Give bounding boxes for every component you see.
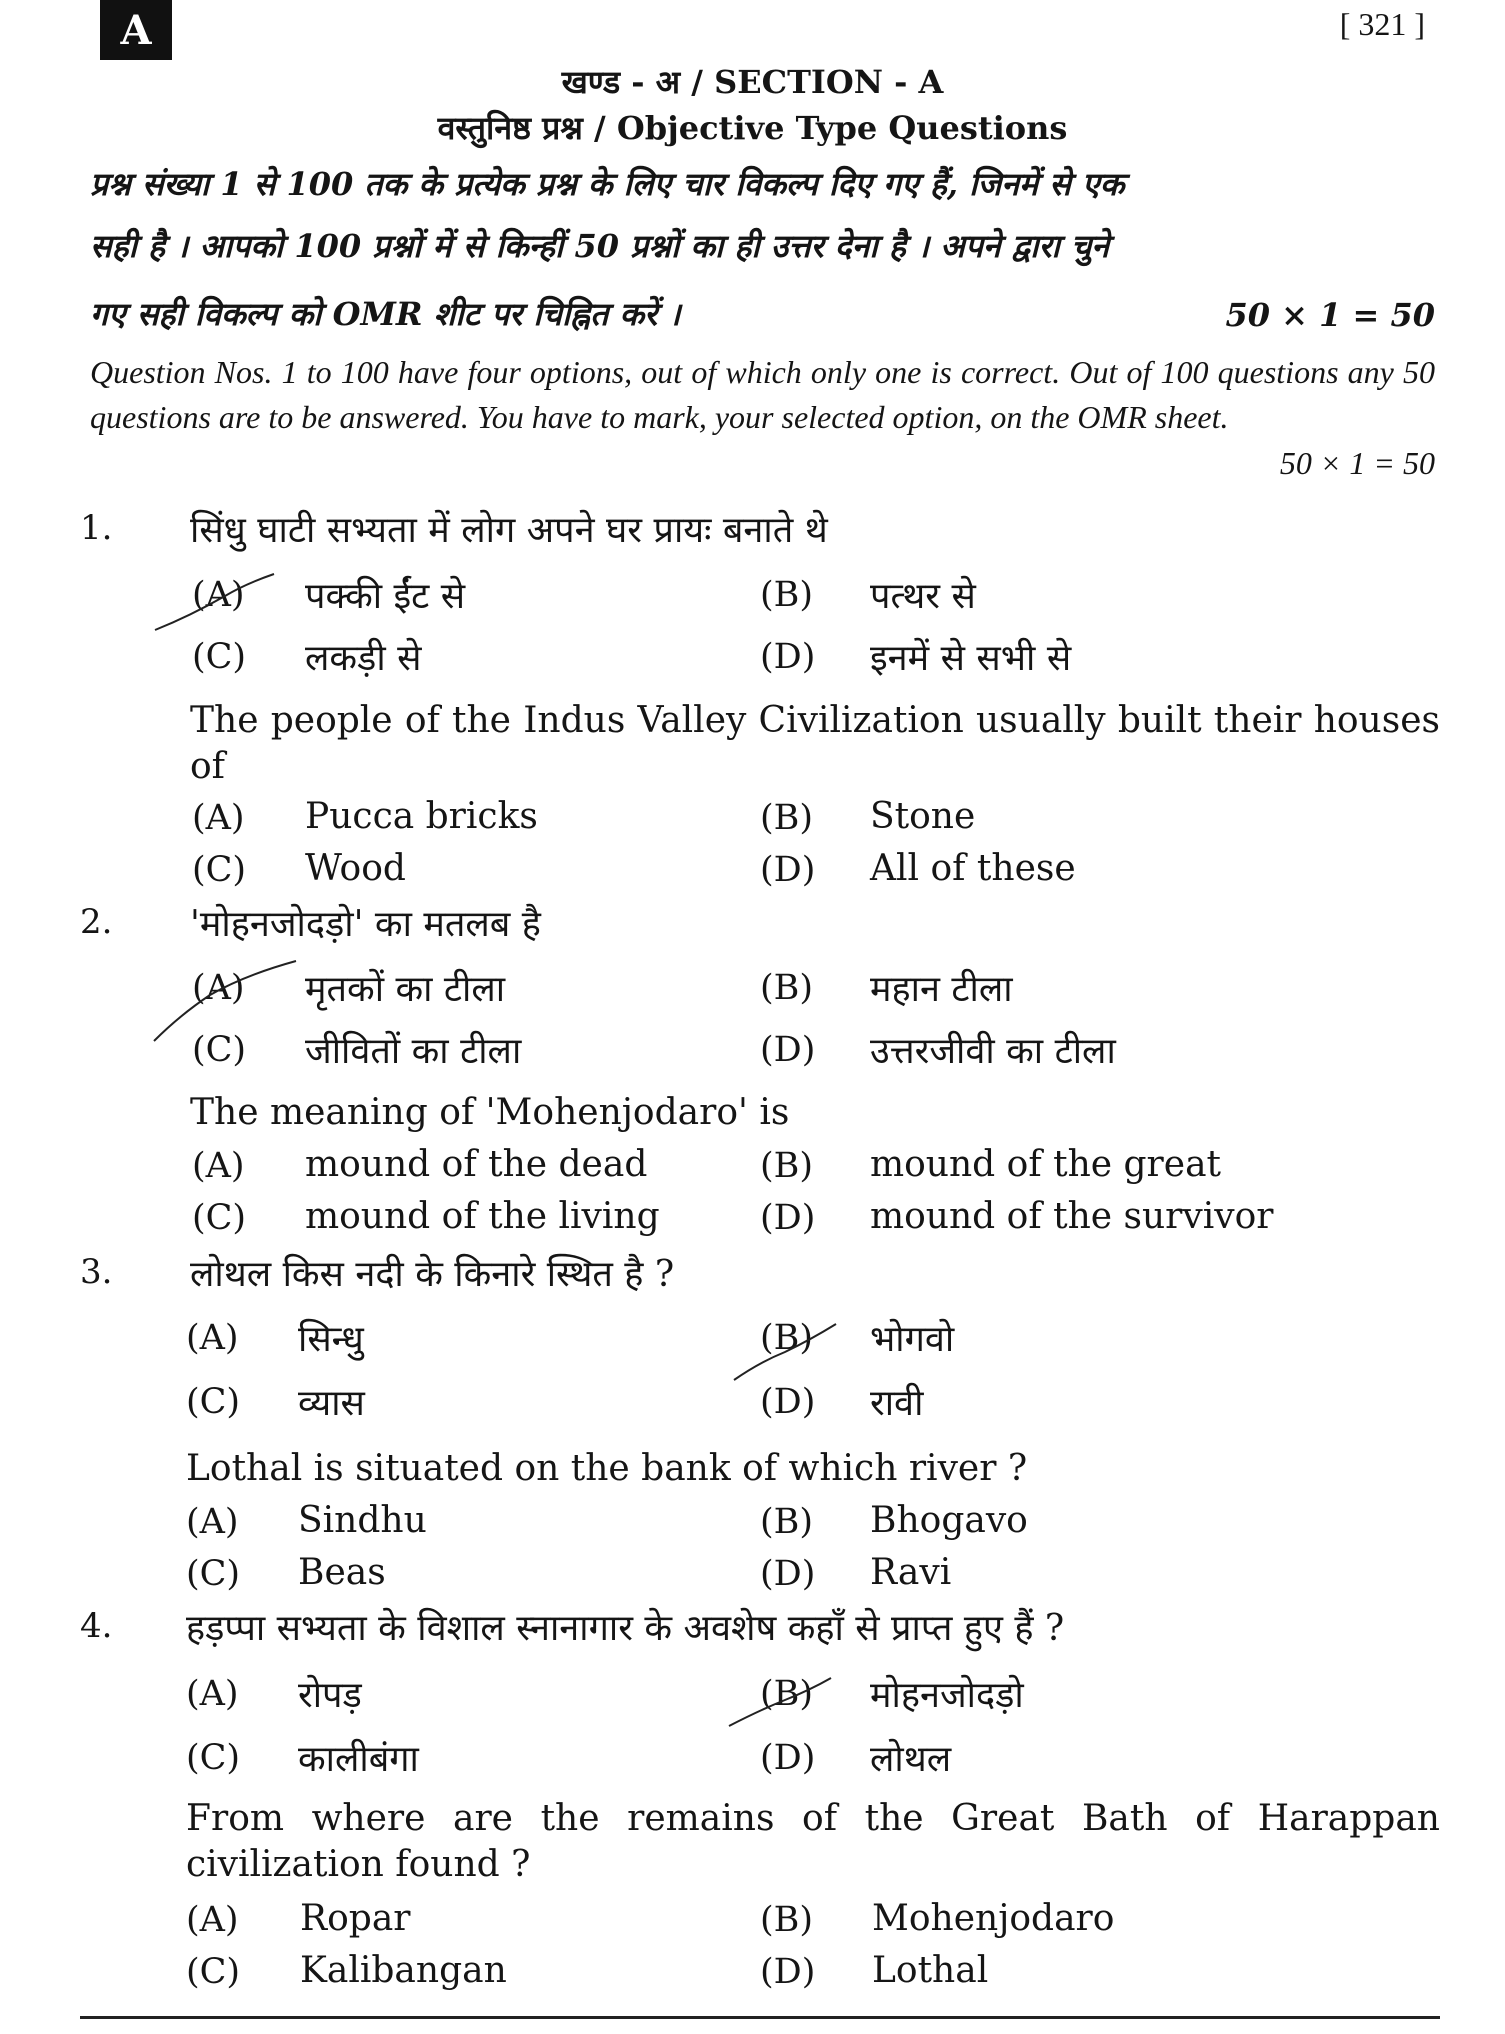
option-label-a: (A) [186, 1900, 239, 1940]
option-text-english-c: Beas [298, 1552, 386, 1593]
instruction-hindi-line3: गए सही विकल्प को OMR शीट पर चिह्नित करें । [90, 295, 681, 333]
option-text-hindi-c: लकड़ी से [305, 638, 422, 679]
option-label-b: (B) [760, 798, 814, 838]
option-text-english-a: mound of the dead [305, 1144, 648, 1185]
question-text-english: From where are the remains of the Great Bath of Harappan civilization found ? [186, 1798, 1440, 1885]
option-label-b: (B) [760, 1146, 814, 1186]
option-label-a: (A) [192, 1146, 245, 1186]
option-label-c: (C) [186, 1738, 241, 1778]
option-text-english-b: Bhogavo [870, 1500, 1028, 1541]
option-label-b: (B) [760, 1502, 814, 1542]
question-text-english: The people of the Indus Valley Civilization usually built their houses of [190, 700, 1440, 787]
question-text-hindi: 'मोहनजोदड़ो' का मतलब है [190, 904, 541, 945]
option-label-c: (C) [192, 637, 247, 677]
option-label-b: (B) [760, 1318, 814, 1358]
option-text-hindi-a: रोपड़ [298, 1675, 362, 1716]
option-label-b: (B) [760, 1900, 814, 1940]
bottom-divider [80, 2016, 1440, 2019]
option-text-hindi-a: पक्की ईंट से [305, 576, 466, 617]
option-label-a: (A) [192, 575, 245, 615]
section-subtitle: वस्तुनिष्ठ प्रश्न / Objective Type Questions [437, 109, 1068, 147]
option-label-d: (D) [760, 1738, 816, 1778]
instruction-english: Question Nos. 1 to 100 have four options, out of which only one is correct. Out of 100 questions any 50 questions are to be answered. You have to mark, your selected option, on the OMR sheet. [90, 354, 1435, 435]
option-label-a: (A) [192, 798, 245, 838]
question-number: 4. [80, 1606, 113, 1646]
option-text-hindi-b: मोहनजोदड़ो [870, 1675, 1024, 1716]
option-text-hindi-c: व्यास [298, 1383, 365, 1424]
option-label-a: (A) [186, 1318, 239, 1358]
option-text-english-d: All of these [870, 848, 1076, 889]
tick-mark-icon [725, 1670, 835, 1730]
option-label-b: (B) [760, 575, 814, 615]
option-text-hindi-d: लोथल [870, 1739, 952, 1780]
question-number: 2. [80, 902, 113, 942]
section-title: खण्ड - अ / SECTION - A [561, 63, 944, 101]
option-text-english-c: Wood [305, 848, 406, 889]
option-label-a: (A) [186, 1674, 239, 1714]
tick-mark-icon [730, 1318, 840, 1388]
option-label-d: (D) [760, 637, 816, 677]
page-reference: [ 321 ] [1339, 6, 1425, 42]
option-text-hindi-c: कालीबंगा [298, 1739, 419, 1780]
option-label-d: (D) [760, 1198, 816, 1238]
instruction-hindi-marks: 50 × 1 = 50 [1225, 296, 1435, 334]
option-label-d: (D) [760, 1030, 816, 1070]
option-label-d: (D) [760, 850, 816, 890]
option-text-hindi-d: रावी [870, 1383, 924, 1424]
option-text-hindi-b: भोगवो [870, 1319, 955, 1360]
question-text-hindi: लोथल किस नदी के किनारे स्थित है ? [190, 1254, 675, 1295]
option-text-english-a: Sindhu [298, 1500, 427, 1541]
option-label-c: (C) [192, 1030, 247, 1070]
question-number: 1. [80, 508, 113, 548]
option-label-c: (C) [192, 1198, 247, 1238]
option-text-hindi-a: मृतकों का टीला [305, 969, 506, 1010]
tick-mark-icon [150, 955, 300, 1050]
option-text-english-d: Ravi [870, 1552, 952, 1593]
option-label-b: (B) [760, 968, 814, 1008]
instruction-hindi-line1: प्रश्न संख्या 1 से 100 तक के प्रत्येक प्रश्न के लिए चार विकल्प दिए गए हैं, जिनमें से एक [90, 165, 1125, 203]
question-text-english: Lothal is situated on the bank of which river ? [186, 1448, 1028, 1489]
option-text-english-c: Kalibangan [300, 1950, 507, 1991]
option-text-hindi-b: पत्थर से [870, 576, 976, 617]
option-text-english-a: Ropar [300, 1898, 411, 1939]
option-text-english-b: mound of the great [870, 1144, 1221, 1185]
paper-set-badge: A [100, 0, 172, 60]
option-label-d: (D) [760, 1952, 816, 1992]
option-label-a: (A) [192, 968, 245, 1008]
option-label-d: (D) [760, 1554, 816, 1594]
instruction-english-marks: 50 × 1 = 50 [1279, 445, 1435, 481]
option-label-c: (C) [192, 850, 247, 890]
option-text-hindi-c: जीवितों का टीला [305, 1031, 522, 1072]
option-label-b: (B) [760, 1674, 814, 1714]
option-text-english-d: mound of the survivor [870, 1196, 1274, 1237]
question-text-hindi: हड़प्पा सभ्यता के विशाल स्नानागार के अवशेष कहाँ से प्राप्त हुए हैं ? [186, 1608, 1065, 1649]
option-text-hindi-b: महान टीला [870, 969, 1013, 1010]
option-text-english-c: mound of the living [305, 1196, 660, 1237]
option-text-english-b: Mohenjodaro [872, 1898, 1115, 1939]
option-text-english-b: Stone [870, 796, 976, 837]
tick-mark-icon [150, 568, 280, 638]
question-text-english: The meaning of 'Mohenjodaro' is [190, 1092, 790, 1133]
option-label-a: (A) [186, 1502, 239, 1542]
option-text-hindi-d: उत्तरजीवी का टीला [870, 1031, 1116, 1072]
option-text-english-a: Pucca bricks [305, 796, 538, 837]
option-label-c: (C) [186, 1382, 241, 1422]
option-label-c: (C) [186, 1952, 241, 1992]
instruction-hindi-line2: सही है । आपको 100 प्रश्नों में से किन्हीं 50 प्रश्नों का ही उत्तर देना है । अपने द्वारा चुने [90, 227, 1110, 265]
option-label-d: (D) [760, 1382, 816, 1422]
question-number: 3. [80, 1252, 113, 1292]
question-text-hindi: सिंधु घाटी सभ्यता में लोग अपने घर प्रायः बनाते थे [190, 510, 828, 551]
option-text-hindi-a: सिन्धु [298, 1319, 364, 1360]
option-label-c: (C) [186, 1554, 241, 1594]
option-text-english-d: Lothal [872, 1950, 989, 1991]
option-text-hindi-d: इनमें से सभी से [870, 638, 1072, 679]
